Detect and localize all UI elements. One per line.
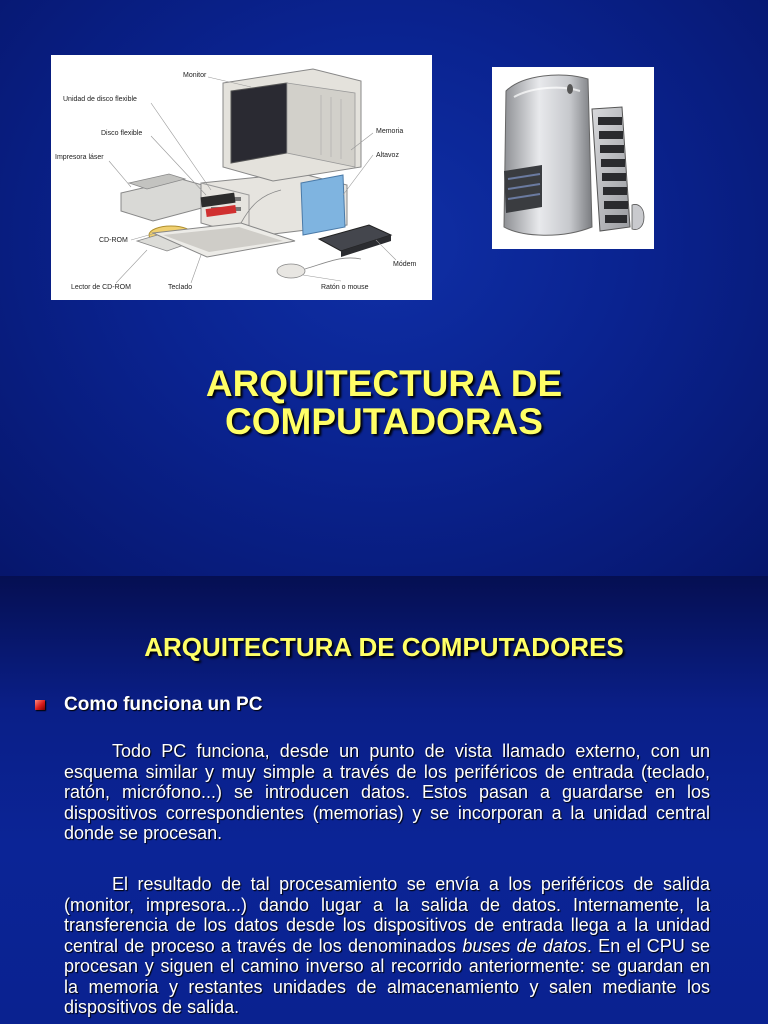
label-cdrom: CD-ROM bbox=[99, 237, 128, 244]
paragraph-1: Todo PC funciona, desde un punto de vista llamado externo, con un esquema similar y muy simple a través de los periféricos de entrada (teclado, ratón, micrófono...) se introducen datos. Estos pasan a guardarse en los dispositivos correspondientes (memorias) y se incorporan a la unidad central donde se procesan. bbox=[64, 741, 710, 843]
slide-1-title-line-1: ARQUITECTURA DE bbox=[205, 363, 563, 404]
label-monitor: Monitor bbox=[183, 72, 207, 79]
bullet-item bbox=[35, 694, 262, 716]
label-memory: Memoria bbox=[376, 128, 404, 135]
label-modem: Módem bbox=[393, 261, 417, 268]
computer-components-illustration bbox=[51, 55, 432, 300]
paragraph-2 bbox=[64, 874, 710, 1018]
label-speaker: Altavoz bbox=[376, 152, 399, 159]
computer-components-diagram bbox=[51, 55, 432, 300]
tower-computer-photo bbox=[492, 67, 654, 249]
label-floppy-disk: Disco flexible bbox=[101, 130, 143, 137]
tower-computer-illustration bbox=[492, 67, 654, 249]
label-keyboard: Teclado bbox=[168, 284, 193, 291]
paragraph-2-part-b: . En el CPU se procesan y siguen el camino inverso al recorrido anteriormente: se guardan en la memoria y restantes unidades de almacenamiento y salen mediante los dispositivos de salida. bbox=[64, 935, 710, 1017]
bullet-label: Como funciona un PC bbox=[64, 694, 263, 715]
slide-2 bbox=[0, 576, 768, 1024]
bullet-square-icon bbox=[35, 700, 45, 710]
slide-1-title bbox=[0, 365, 768, 441]
label-floppy-drive: Unidad de disco flexible bbox=[63, 96, 137, 103]
paragraph-2-emphasis: buses de datos bbox=[462, 935, 587, 956]
slide-1-title-line-2: COMPUTADORAS bbox=[225, 401, 543, 442]
label-cdrom-reader: Lector de CD-ROM bbox=[71, 284, 131, 291]
label-mouse: Ratón o mouse bbox=[321, 284, 369, 291]
slide-2-title: ARQUITECTURA DE COMPUTADORES bbox=[144, 632, 624, 662]
paragraph-2-part-a: El resultado de tal procesamiento se envía a los periféricos de salida (monitor, impresora...) dando lugar a la salida de datos. Internamente, la transferencia de los datos desde los dispositivos de entrada llega a la unidad central de proceso a través de los denominados bbox=[64, 874, 710, 956]
label-laser-printer: Impresora láser bbox=[55, 154, 104, 161]
